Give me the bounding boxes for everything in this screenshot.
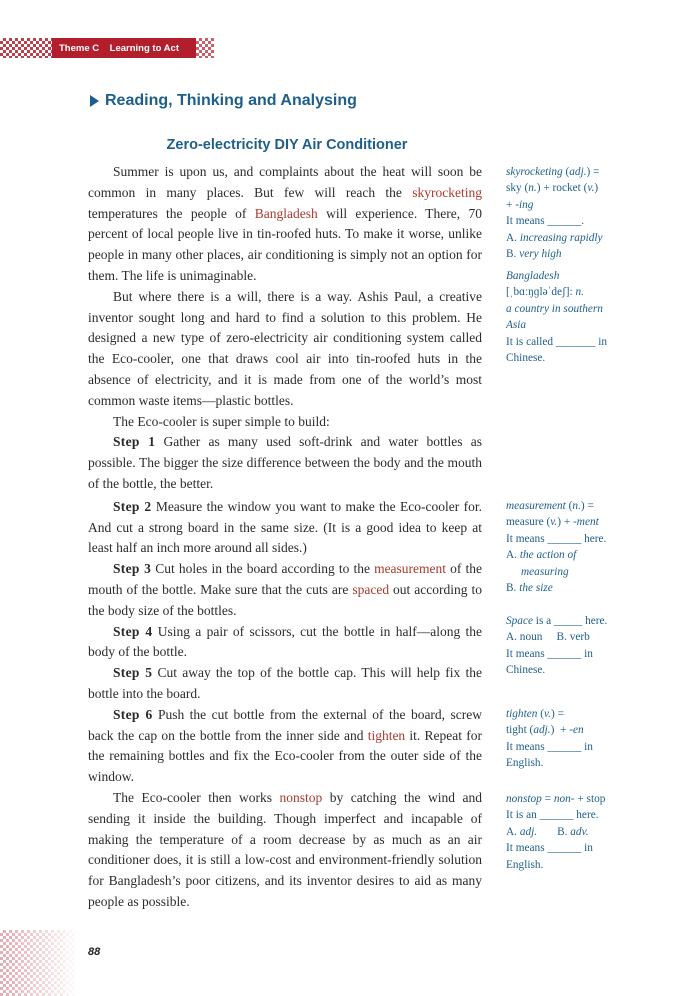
highlight-nonstop: nonstop bbox=[279, 789, 323, 805]
triangle-bullet-icon bbox=[90, 95, 99, 107]
note-nonstop: nonstop = non- + stop It is an ______ here. A. adj. B. adv. It means ______ in English. bbox=[506, 793, 606, 871]
note-measurement: measurement (n.) = measure (v.) + -ment It means ______ here. A. the action of measuring B. the size bbox=[506, 500, 607, 595]
header-pattern-right bbox=[196, 38, 214, 58]
section-title: Reading, Thinking and Analysing bbox=[105, 92, 357, 109]
article-body bbox=[88, 162, 482, 913]
theme-tag: Theme C Learning to Act bbox=[52, 38, 196, 58]
paragraph-3: The Eco-cooler is super simple to build: bbox=[113, 413, 330, 429]
highlight-skyrocketing: skyrocketing bbox=[412, 184, 482, 200]
step-3: Step 3 Cut holes in the board according to the measurement of the mouth of the bottle. Make sure that the cuts are spaced out according to the body size of the bottles. bbox=[88, 561, 482, 618]
article-title: Zero-electricity DIY Air Conditioner bbox=[166, 137, 408, 153]
footer-pattern bbox=[0, 930, 80, 996]
highlight-tighten: tighten bbox=[367, 727, 406, 743]
note-skyrocketing: skyrocketing (adj.) = sky (n.) + rocket (v.) + -ing It means ______. A. increasing rapidly B. very high bbox=[506, 166, 603, 261]
highlight-bangladesh: Bangladesh bbox=[254, 205, 318, 221]
header-pattern-left bbox=[0, 38, 52, 58]
step-1: Step 1 Gather as many used soft-drink and water bottles as possible. The bigger the size difference between the body and the mouth of the bottle, the better. bbox=[88, 434, 482, 491]
note-space: Space is a _____ here. A. noun B. verb It means ______ in Chinese. bbox=[506, 615, 608, 677]
section-heading bbox=[90, 92, 357, 110]
paragraph-1: Summer is upon us, and complaints about the heat will soon be common in many places. But few will reach the skyrocketing temperatures the people of Bangladesh will experience. There, 70 percent of local people live in tin-roofed huts. To make it worse, unlike people in many other places, air conditioning is simply not an option for them. The life is unimaginable. bbox=[88, 164, 482, 283]
step-6: Step 6 Push the cut bottle from the external of the board, screw back the cap on the bottle from the inner side and tighten it. Repeat for the remaining bottles and fix the Eco-cooler from the outer side of the window. bbox=[88, 706, 482, 785]
page-number: 88 bbox=[88, 946, 101, 958]
step-4: Step 4 Using a pair of scissors, cut the bottle in half—along the body of the bottle. bbox=[88, 623, 483, 660]
note-tighten: tighten (v.) = tight (adj.) + -en It means ______ in English. bbox=[506, 708, 593, 770]
note-bangladesh: Bangladesh [ˌbɑːŋɡləˈdeʃ]: n. a country in southern Asia It is called _______ in Chinese. bbox=[506, 270, 608, 365]
highlight-spaced: spaced bbox=[352, 581, 390, 597]
step-2: Step 2 Measure the window you want to make the Eco-cooler for. And cut a strong board in the same size. (It is a good idea to keep at least half an inch more around all sides.) bbox=[88, 498, 482, 556]
paragraph-2: But where there is a will, there is a way. Ashis Paul, a creative inventor sought long and hard to find a solution to this problem. He designed a new type of zero-electricity air conditioning system called the Eco-cooler, one that draws cool air into tin-roofed huts in the absence of electricity, and it is made from one of the world’s most common waste items—plastic bottles. bbox=[88, 288, 482, 408]
step-5: Step 5 Cut away the top of the bottle cap. This will help fix the bottle into the board. bbox=[88, 665, 482, 701]
highlight-measurement: measurement bbox=[374, 561, 447, 577]
paragraph-last: The Eco-cooler then works nonstop by catching the wind and sending it inside the building. Though imperfect and incapable of making the temperature of a room decrease by as much as an air conditioner does, it is still a low-cost and environment-friendly solution for Bangladesh’s poor citizens, and its inventor desires to aid as many people as possible. bbox=[88, 789, 482, 909]
